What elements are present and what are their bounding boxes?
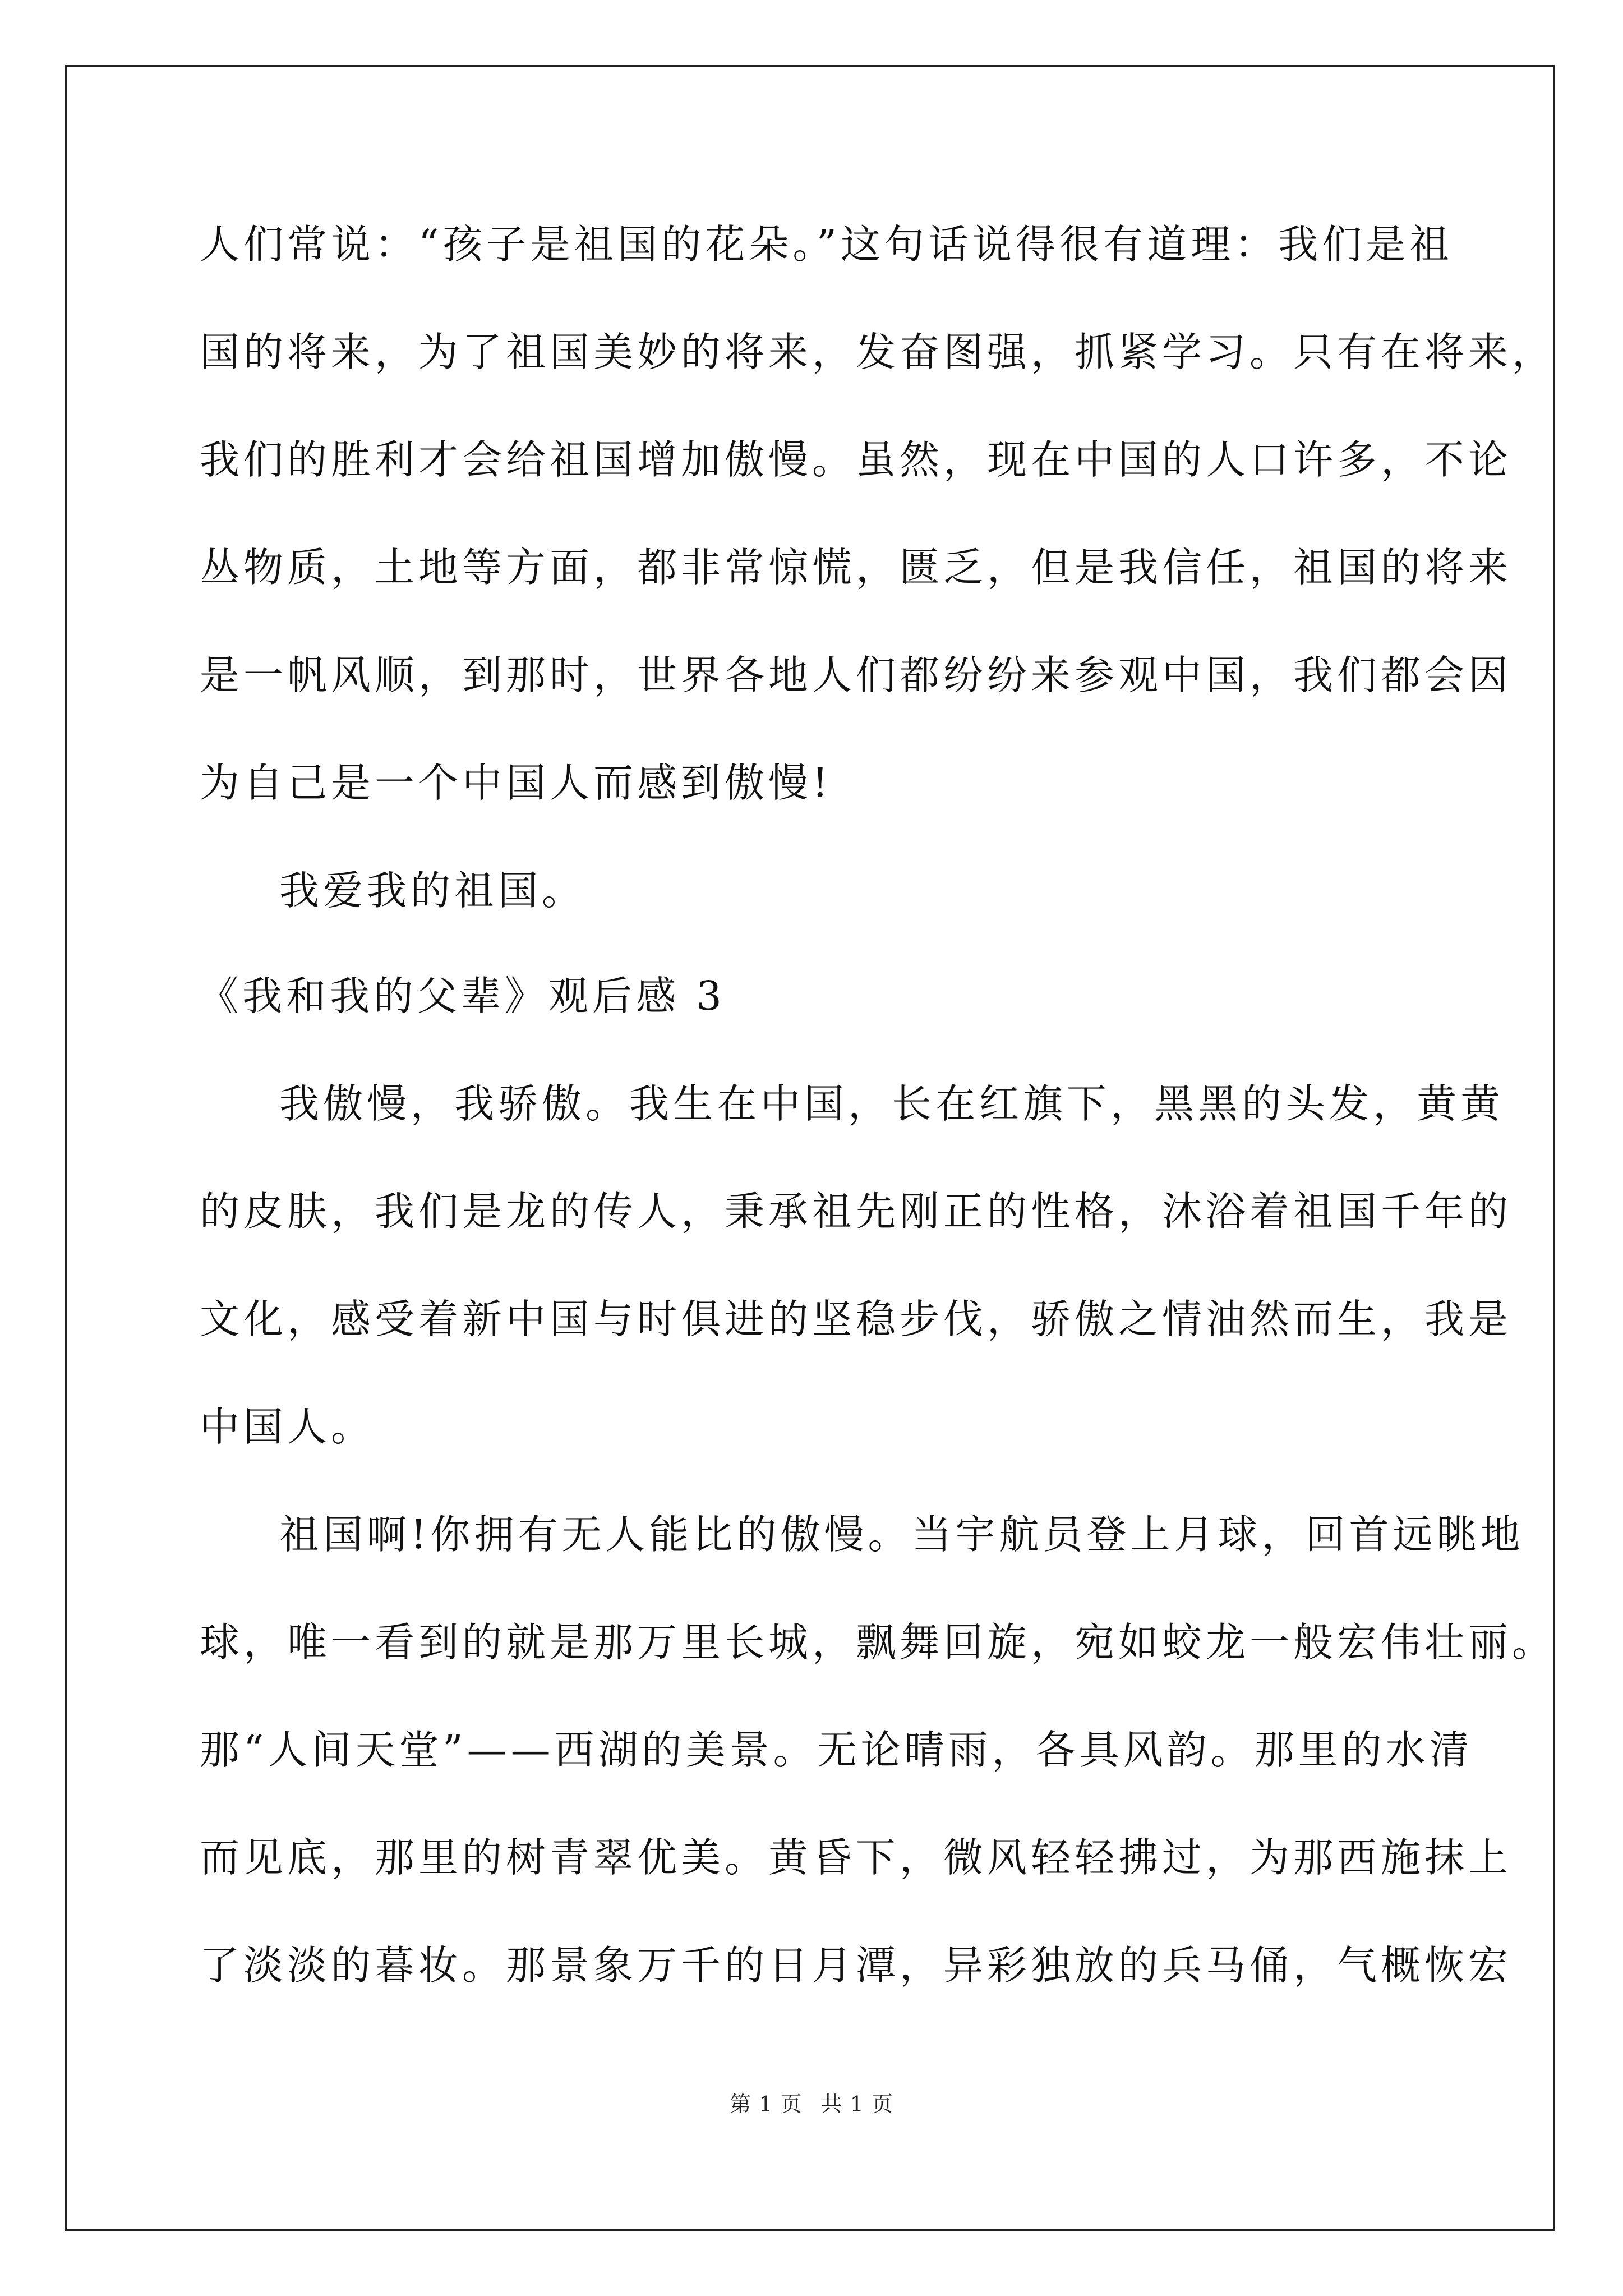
paragraph-line: 为自己是一个中国人而感到傲慢!	[200, 760, 832, 806]
paragraph-line: 丛物质，土地等方面，都非常惊慌，匮乏，但是我信任，祖国的将来	[200, 544, 1513, 591]
page-border	[65, 65, 1555, 2231]
paragraph-line: 我傲慢，我骄傲。我生在中国，长在红旗下，黑黑的头发，黄黄	[279, 1080, 1505, 1127]
page-number-total: 共 1 页	[820, 2092, 893, 2116]
paragraph-line: 文化，感受着新中国与时俱进的坚稳步伐，骄傲之情油然而生，我是	[200, 1296, 1513, 1342]
paragraph-line: 而见底，那里的树青翠优美。黄昏下，微风轻轻拂过，为那西施抹上	[200, 1834, 1513, 1881]
paragraph-line: 我爱我的祖国。	[279, 867, 586, 914]
paragraph-line: 的皮肤，我们是龙的传人，秉承祖先刚正的性格，沐浴着祖国千年的	[200, 1188, 1513, 1235]
paragraph-line: 球，唯一看到的就是那万里长城，飘舞回旋，宛如蛟龙一般宏伟壮丽。	[200, 1619, 1556, 1665]
paragraph-line: 了淡淡的暮妆。那景象万千的日月潭，异彩独放的兵马俑，气概恢宏	[200, 1942, 1513, 1989]
paragraph-line: 人们常说：“孩子是祖国的花朵。”这句话说得很有道理：我们是祖	[200, 221, 1454, 268]
paragraph-line: 国的将来，为了祖国美妙的将来，发奋图强，抓紧学习。只有在将来，	[200, 329, 1556, 375]
section-title: 《我和我的父辈》观后感 3	[199, 973, 726, 1019]
paragraph-line: 中国人。	[200, 1404, 375, 1450]
page-footer	[0, 2087, 1623, 2118]
paragraph-line: 祖国啊!你拥有无人能比的傲慢。当宇航员登上月球，回首远眺地	[279, 1511, 1524, 1558]
paragraph-line: 那“人间天堂”——西湖的美景。无论晴雨，各具风韵。那里的水清	[200, 1727, 1473, 1773]
page-number-current: 第 1 页	[730, 2092, 803, 2116]
paragraph-line: 我们的胜利才会给祖国增加傲慢。虽然，现在中国的人口许多，不论	[200, 436, 1513, 483]
paragraph-line: 是一帆风顺，到那时，世界各地人们都纷纷来参观中国，我们都会因	[200, 652, 1513, 698]
